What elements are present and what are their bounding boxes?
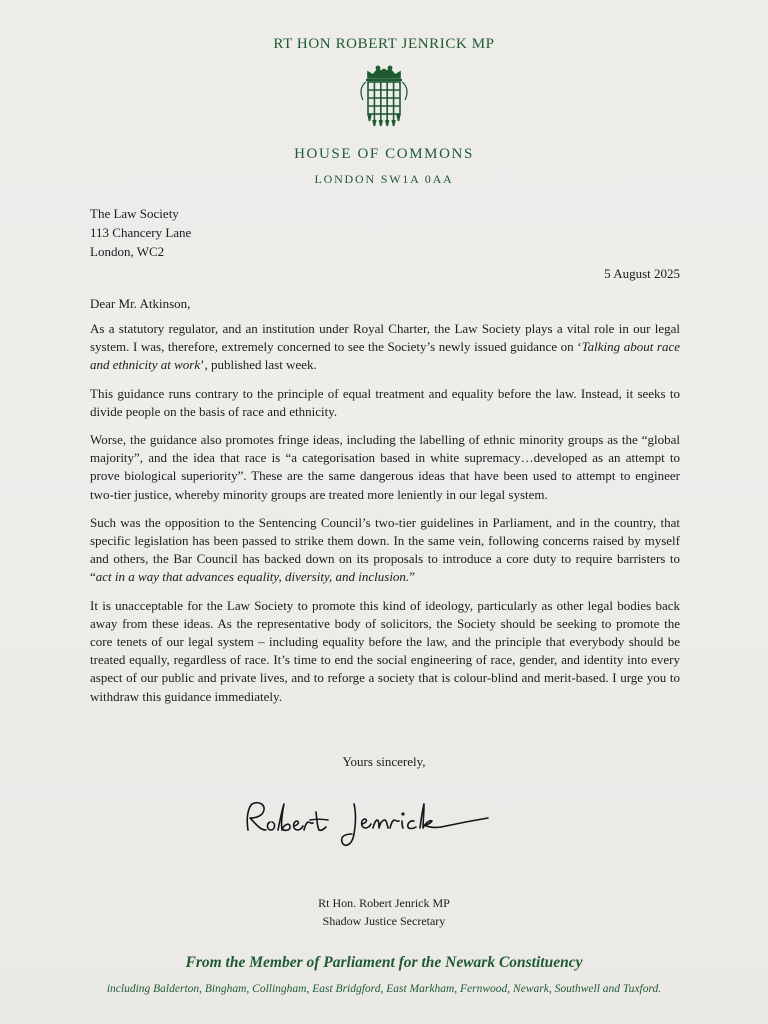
- signatory-block: [0, 894, 768, 930]
- salutation: Dear Mr. Atkinson,: [90, 296, 191, 311]
- body-paragraph: It is unacceptable for the Law Society to promote this kind of ideology, particularly as other legal bodies back away from these ideas. As the representative body of solicitors, the Society should be seeking to promote the core tenets of our legal system – including equality before the law, and the principle that everybody should be treated equally, regardless of race. It’s time to end the social engineering of race, gender, and identity into every aspect of our public and private lives, and to reforge a society that is colour-blind and merit-based. I urge you to withdraw this guidance immediately.: [90, 597, 680, 704]
- closing: Yours sincerely,: [342, 754, 426, 769]
- body-text-segment: As a statutory regulator, and an institution under Royal Charter, the Law Society plays a vital role in our legal system. I was, therefore, extremely concerned to see the Society’s newly issued guidance on ‘: [90, 321, 680, 355]
- recipient-line: 113 Chancery Lane: [90, 225, 192, 240]
- recipient-address: [90, 204, 191, 261]
- body-text-segment: ’, published last week.: [200, 357, 317, 373]
- letter-date: 5 August 2025: [604, 266, 680, 281]
- handwritten-signature: [240, 790, 500, 860]
- recipient-line: The Law Society: [90, 206, 179, 221]
- letterhead-mp-name: RT HON ROBERT JENRICK MP: [273, 36, 495, 52]
- guidance-title: Talking about race and ethnicity at work: [90, 339, 680, 373]
- letterhead-address: LONDON SW1A 0AA: [314, 172, 454, 186]
- body-text-segment: Such was the opposition to the Sentencing Council’s two-tier guidelines in Parliament, and in the country, that specific legislation has been passed to strike them down. In the same vein, following concerns raised by myself and others, the Bar Council has backed down on its proposals to introduce a core duty to require barristers to “: [90, 514, 680, 585]
- signatory-title: Shadow Justice Secretary: [322, 914, 446, 928]
- body-paragraph: [90, 320, 680, 375]
- portcullis-icon: [356, 64, 412, 128]
- body-text-segment: ”: [409, 569, 415, 585]
- quoted-duty: act in a way that advances equality, diversity, and inclusion.: [95, 569, 410, 585]
- signatory-name: Rt Hon. Robert Jenrick MP: [318, 896, 450, 910]
- body-paragraph: This guidance runs contrary to the principle of equal treatment and equality before the law. Instead, it seeks to divide people on the basis of race and ethnicity.: [90, 385, 680, 419]
- recipient-line: London, WC2: [90, 244, 165, 259]
- letter-body: [90, 320, 680, 716]
- letterhead-house: HOUSE OF COMMONS: [294, 146, 474, 162]
- footer-constituency: From the Member of Parliament for the Newark Constituency: [185, 954, 583, 971]
- body-paragraph: [90, 514, 680, 587]
- body-paragraph: Worse, the guidance also promotes fringe ideas, including the labelling of ethnic minority groups as the “global majority”, and the idea that race is “a categorisation based in white supremacy…developed as an attempt to prove biological superiority”. These are the same dangerous ideas that have been used to attempt to engineer two-tier justice, whereby minority groups are treated more leniently in our legal system.: [90, 432, 680, 502]
- footer-areas: including Balderton, Bingham, Collingham, East Bridgford, East Markham, Fernwood, Newark, Southwell and Tuxford.: [106, 983, 662, 995]
